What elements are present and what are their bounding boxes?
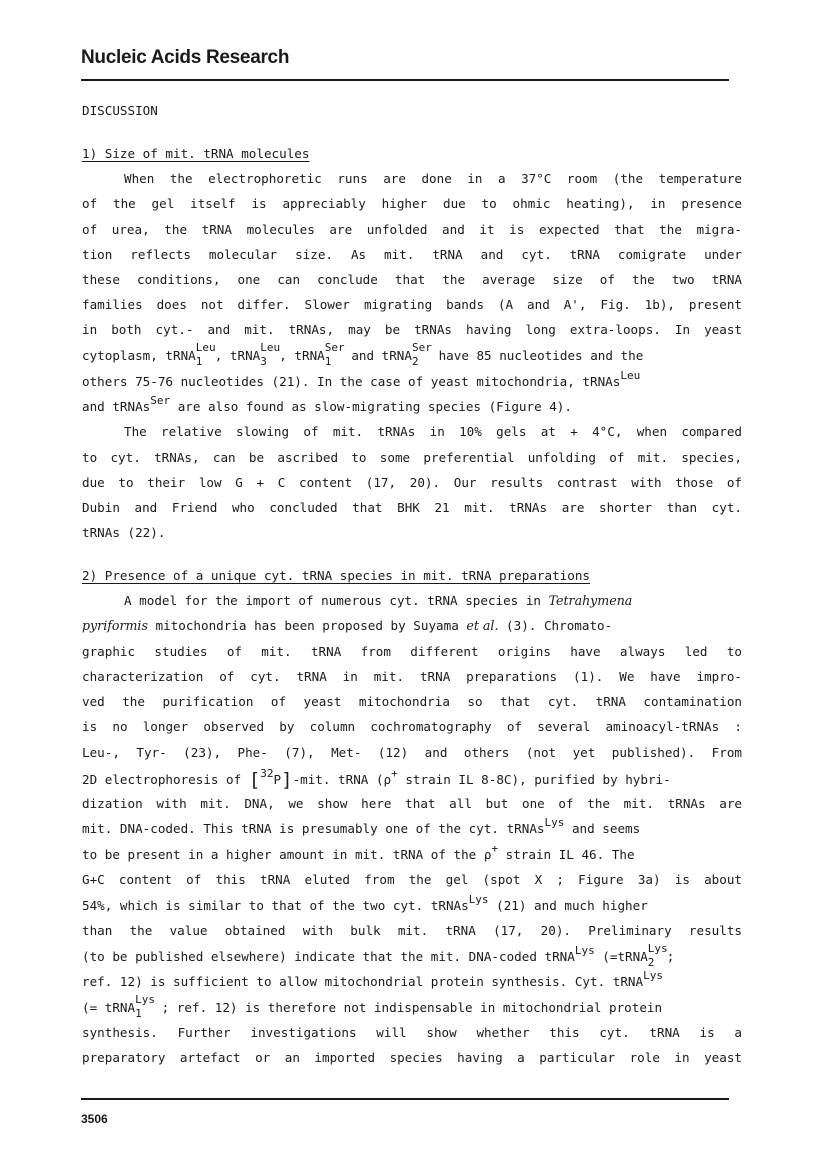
text-line: Leu-, Tyr- (23), Phe- (7), Met- (12) and others (not yet published). From bbox=[82, 745, 742, 760]
text-line: G+C content of this tRNA eluted from the gel (spot X ; Figure 3a) is about bbox=[82, 872, 742, 887]
text-line: A model for the import of numerous cyt. tRNA species in Tetrahymena bbox=[124, 593, 633, 608]
header-rule bbox=[81, 79, 729, 81]
text-line: When the electrophoretic runs are done in a 37°C room (the temperature bbox=[124, 171, 742, 186]
text-line: dization with mit. DNA, we show here that all but one of the mit. tRNAs are bbox=[82, 796, 742, 811]
leu1-script: Leu 1 bbox=[195, 341, 216, 368]
text-line: preparatory artefact or an imported species having a particular role in yeast bbox=[82, 1050, 742, 1065]
subsection-1-heading: 1) Size of mit. tRNA molecules bbox=[82, 146, 310, 161]
text-line: Dubin and Friend who concluded that BHK 21 mit. tRNAs are shorter than cyt. bbox=[82, 500, 742, 515]
text-line: cytoplasm, tRNA Leu 1 , tRNA Leu 3 , tRNA Ser 1 and tRNA Ser 2 have 85 nucleotides and the bbox=[82, 341, 644, 368]
text-line: in both cyt.- and mit. tRNAs, may be tRNAs having long extra-loops. In yeast bbox=[82, 322, 742, 337]
text-line: of urea, the tRNA molecules are unfolded and it is expected that the migra- bbox=[82, 222, 742, 237]
subsection-2-heading: 2) Presence of a unique cyt. tRNA species in mit. tRNA preparations bbox=[82, 568, 590, 583]
text-line: graphic studies of mit. tRNA from different origins have always led to bbox=[82, 644, 742, 659]
footer-rule bbox=[81, 1098, 729, 1100]
text-line: to be present in a higher amount in mit. tRNA of the ρ+ strain IL 46. The bbox=[82, 842, 635, 862]
text-line: and tRNAsSer are also found as slow-migrating species (Figure 4). bbox=[82, 394, 572, 414]
journal-title: Nucleic Acids Research bbox=[81, 47, 290, 68]
text-line: 54%, which is similar to that of the two cyt. tRNAsLys (21) and much higher bbox=[82, 893, 648, 913]
text-line: pyriformis mitochondria has been proposed by Suyama et al. (3). Chromato- bbox=[82, 618, 613, 633]
section-heading: DISCUSSION bbox=[82, 103, 158, 118]
text-line: 2D electrophoresis of [32P]-mit. tRNA (ρ+ strain IL 8-8C), purified by hybri- bbox=[82, 767, 671, 791]
text-line: ved the purification of yeast mitochondria so that cyt. tRNA contamination bbox=[82, 694, 742, 709]
page-number: 3506 bbox=[81, 1112, 108, 1126]
text-line: (= tRNA Lys 1 ; ref. 12) is therefore not indispensable in mitochondrial protein bbox=[82, 993, 663, 1020]
text-line: characterization of cyt. tRNA in mit. tRNA preparations (1). We have impro- bbox=[82, 669, 742, 684]
text-line: these conditions, one can conclude that the average size of the two tRNA bbox=[82, 272, 742, 287]
text-line: others 75-76 nucleotides (21). In the case of yeast mitochondria, tRNAsLeu bbox=[82, 369, 641, 389]
text-line: due to their low G + C content (17, 20). Our results contrast with those of bbox=[82, 475, 742, 490]
text-line: synthesis. Further investigations will show whether this cyt. tRNA is a bbox=[82, 1025, 742, 1040]
text-line: of the gel itself is appreciably higher due to ohmic heating), in presence bbox=[82, 196, 742, 211]
text-line: ref. 12) is sufficient to allow mitochondrial protein synthesis. Cyt. tRNALys bbox=[82, 969, 663, 989]
text-line: families does not differ. Slower migrating bands (A and A', Fig. 1b), present bbox=[82, 297, 742, 312]
text-line: is no longer observed by column cochromatography of several aminoacyl-tRNAs : bbox=[82, 719, 742, 734]
text-line: tion reflects molecular size. As mit. tRNA and cyt. tRNA comigrate under bbox=[82, 247, 742, 262]
text-line: than the value obtained with bulk mit. tRNA (17, 20). Preliminary results bbox=[82, 923, 742, 938]
text-line: (to be published elsewhere) indicate that the mit. DNA-coded tRNALys (=tRNA Lys 2 ; bbox=[82, 942, 675, 969]
text-line: tRNAs (22). bbox=[82, 525, 166, 540]
text-line: mit. DNA-coded. This tRNA is presumably one of the cyt. tRNAsLys and seems bbox=[82, 816, 641, 836]
text-line: to cyt. tRNAs, can be ascribed to some preferential unfolding of mit. species, bbox=[82, 450, 742, 465]
text-line: The relative slowing of mit. tRNAs in 10% gels at + 4°C, when compared bbox=[124, 424, 742, 439]
